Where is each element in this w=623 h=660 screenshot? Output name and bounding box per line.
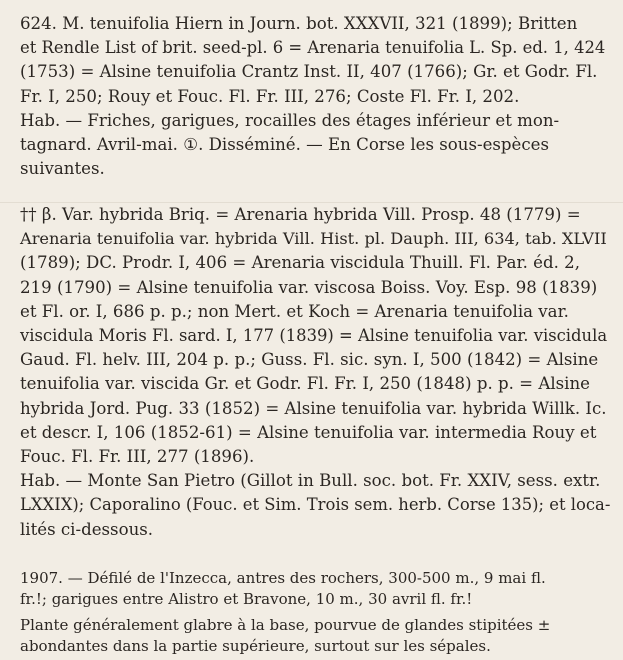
text-line: Gaud. Fl. helv. III, 204 p. p.; Guss. Fl. sic. syn. I, 500 (1842) = Alsine — [20, 350, 599, 370]
text-line: Hab. — Monte San Pietro (Gillot in Bull. soc. bot. Fr. XXIV, sess. extr. — [20, 471, 601, 491]
collection-record — [20, 568, 611, 609]
text-line: et Fl. or. I, 686 p. p.; non Mert. et Koch = Arenaria tenuifolia var. — [20, 301, 569, 321]
text-line: 624. M. tenuifolia Hiern in Journ. bot. XXXVII, 321 (1899); Britten — [20, 14, 578, 33]
text-line: hybrida Jord. Pug. 33 (1852) = Alsine tenuifolia var. hybrida Willk. Ic. — [20, 398, 607, 418]
text-line: suivantes. — [20, 159, 105, 179]
text-line: 1907. — Défilé de l'Inzecca, antres des rochers, 300-500 m., 9 mai fl. — [20, 569, 546, 587]
text-line: tenuifolia var. viscida Gr. et Godr. Fl. Fr. I, 250 (1848) p. p. = Alsine — [20, 374, 590, 394]
text-line: et Rendle List of brit. seed-pl. 6 = Arenaria tenuifolia L. Sp. ed. 1, 424 — [20, 38, 606, 58]
text-line: Arenaria tenuifolia var. hybrida Vill. Hist. pl. Dauph. III, 634, tab. XLVII — [20, 229, 607, 249]
text-line: LXXIX); Caporalino (Fouc. et Sim. Trois sem. herb. Corse 135); et loca- — [20, 495, 611, 515]
text-line: Fouc. Fl. Fr. III, 277 (1896). — [20, 447, 255, 467]
text-line: †† β. Var. hybrida Briq. = Arenaria hybrida Vill. Prosp. 48 (1779) = — [20, 205, 581, 224]
text-line: (1753) = Alsine tenuifolia Crantz Inst. II, 407 (1766); Gr. et Godr. Fl. — [20, 62, 598, 82]
plant-note — [20, 615, 611, 656]
text-line: abondantes dans la partie supérieure, surtout sur les sépales. — [20, 636, 491, 655]
text-line: Plante généralement glabre à la base, pourvue de glandes stipitées ± — [20, 616, 551, 634]
text-line: et descr. I, 106 (1852-61) = Alsine tenuifolia var. intermedia Rouy et — [20, 422, 597, 442]
text-line: Hab. — Friches, garigues, rocailles des étages inférieur et mon- — [20, 110, 560, 130]
text-line: (1789); DC. Prodr. I, 406 = Arenaria viscidula Thuill. Fl. Par. éd. 2, — [20, 253, 580, 273]
text-line: 219 (1790) = Alsine tenuifolia var. viscosa Boiss. Voy. Esp. 98 (1839) — [20, 277, 598, 297]
text-line: viscidula Moris Fl. sard. I, 177 (1839) = Alsine tenuifolia var. viscidula — [20, 326, 608, 346]
text-line: tagnard. Avril-mai. ①. Disséminé. — En Corse les sous-espèces — [20, 135, 549, 155]
var-hybrida-entry — [20, 203, 611, 542]
species-624-entry — [20, 12, 611, 181]
text-line: Fr. I, 250; Rouy et Fouc. Fl. Fr. III, 276; Coste Fl. Fr. I, 202. — [20, 86, 520, 106]
text-line: lités ci-dessous. — [20, 519, 154, 539]
text-line: fr.!; garigues entre Alistro et Bravone, 10 m., 30 avril fl. fr.! — [20, 589, 473, 608]
